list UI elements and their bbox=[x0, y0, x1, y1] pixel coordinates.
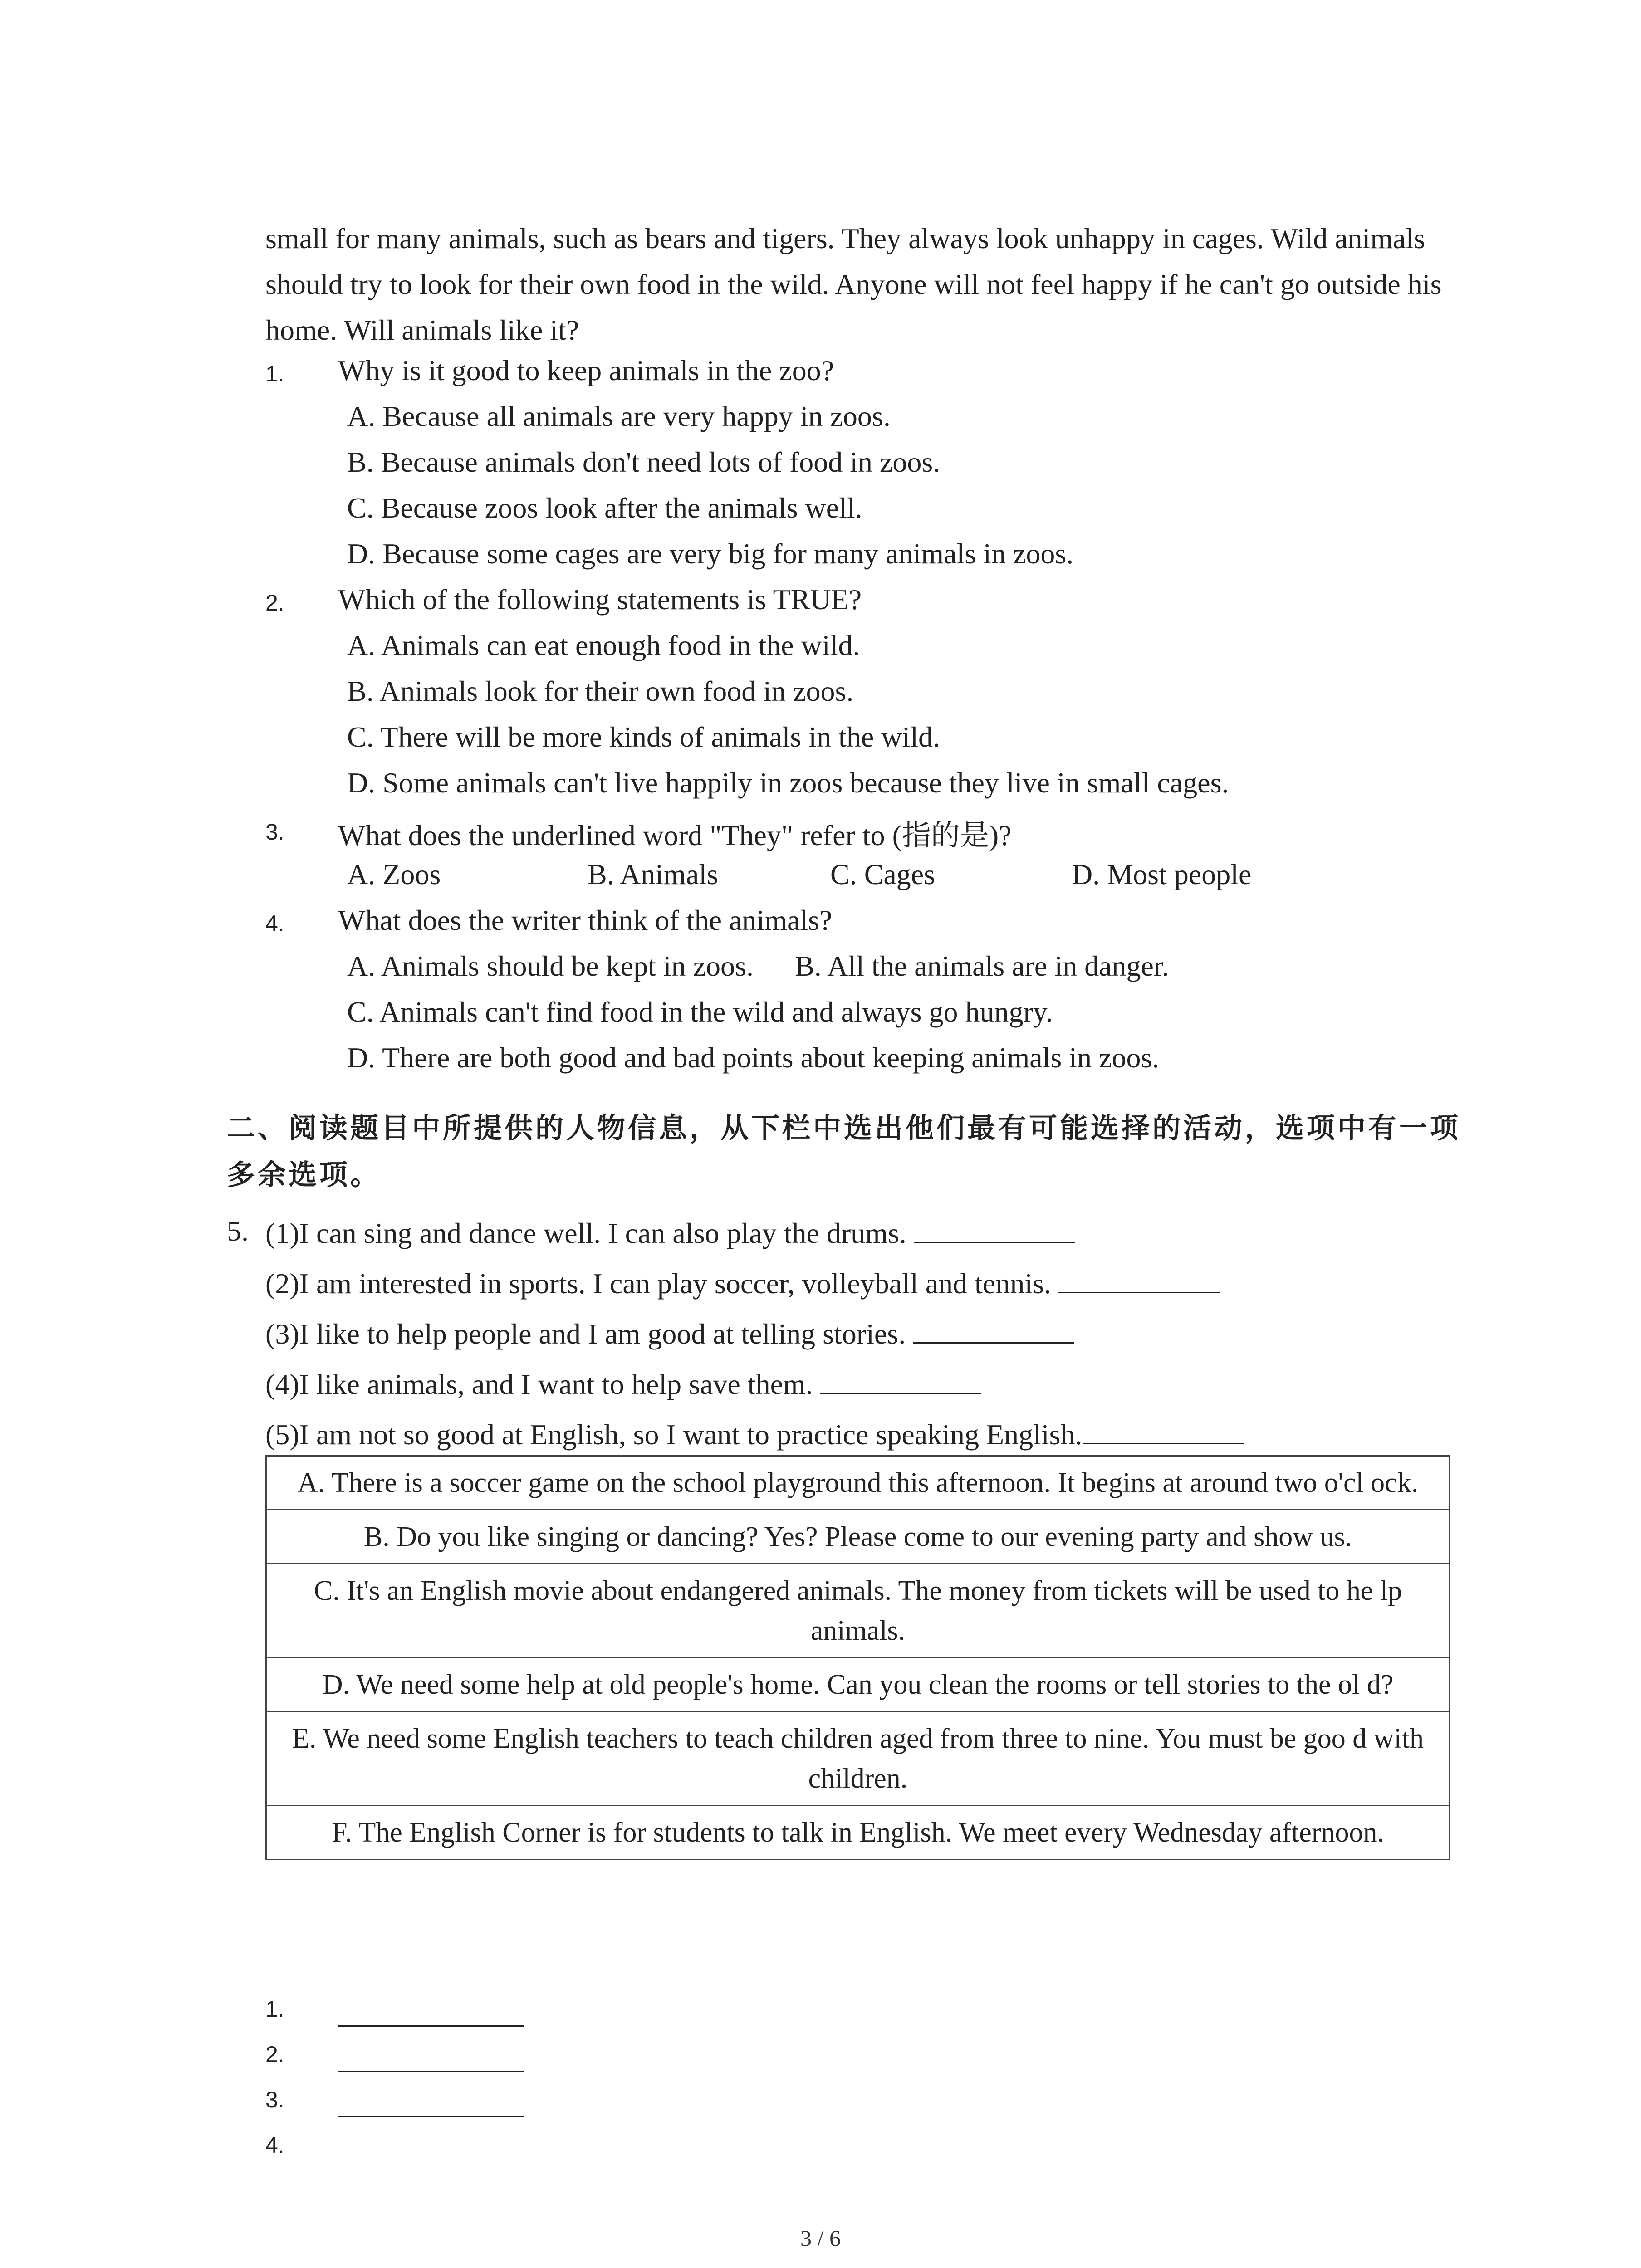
question-5-number: 5. bbox=[227, 1215, 249, 1247]
activity-option-a: A. There is a soccer game on the school playground this afternoon. It begins at around two o'cl ock. bbox=[266, 1456, 1450, 1510]
question-3-number: 3. bbox=[265, 819, 284, 845]
question-4-option-b: B. All the animals are in danger. bbox=[795, 950, 1169, 982]
question-4-option-d: D. There are both good and bad points about keeping animals in zoos. bbox=[347, 1041, 1160, 1074]
question-1-option-a: A. Because all animals are very happy in zoos. bbox=[347, 400, 891, 432]
question-3-text: What does the underlined word "They" refer to (指的是)? bbox=[338, 819, 1012, 851]
question-1-text: Why is it good to keep animals in the zoo? bbox=[338, 354, 834, 386]
answer-3-line[interactable] bbox=[338, 2116, 524, 2117]
question-2-option-d: D. Some animals can't live happily in zoos because they live in small cages. bbox=[347, 767, 1229, 799]
question-3-option-c: C. Cages bbox=[830, 858, 936, 890]
q5-item-2-text: (2)I am interested in sports. I can play soccer, volleyball and tennis. bbox=[265, 1267, 1051, 1300]
question-3-option-d: D. Most people bbox=[1072, 858, 1252, 890]
answer-1-number: 1. bbox=[265, 1996, 284, 2022]
q5-item-3 bbox=[265, 1315, 1074, 1351]
q5-item-4 bbox=[265, 1365, 981, 1401]
q5-item-1 bbox=[265, 1214, 1075, 1250]
answer-1-line[interactable] bbox=[338, 2025, 524, 2027]
passage-end: small for many animals, such as bears and tigers. They always look unhappy in cages. Wild animals should try to look for their own food in the wild. Anyone will not feel happy if he can't go outside his home. Will animals like it? bbox=[265, 222, 1442, 346]
q5-item-3-text: (3)I like to help people and I am good at telling stories. bbox=[265, 1318, 906, 1350]
q5-item-1-text: (1)I can sing and dance well. I can also play the drums. bbox=[265, 1217, 906, 1249]
activity-option-f: F. The English Corner is for students to talk in English. We meet every Wednesday afternoon. bbox=[266, 1806, 1450, 1860]
question-1-option-c: C. Because zoos look after the animals well. bbox=[347, 492, 862, 524]
question-4-number: 4. bbox=[265, 911, 284, 936]
q5-item-4-blank[interactable] bbox=[820, 1365, 981, 1394]
question-3-option-b: B. Animals bbox=[588, 858, 719, 890]
question-2-option-a: A. Animals can eat enough food in the wild. bbox=[347, 629, 860, 661]
answer-4-number: 4. bbox=[265, 2132, 284, 2158]
section-2-heading: 二、阅读题目中所提供的人物信息，从下栏中选出他们最有可能选择的活动，选项中有一项多余选项。 bbox=[227, 1111, 1461, 1191]
q5-item-5 bbox=[265, 1416, 1244, 1452]
q5-item-2-blank[interactable] bbox=[1058, 1265, 1220, 1293]
activity-option-c: C. It's an English movie about endangered animals. The money from tickets will be used to he lp animals. bbox=[266, 1564, 1450, 1658]
q5-item-1-blank[interactable] bbox=[914, 1214, 1075, 1243]
question-2-option-b: B. Animals look for their own food in zoos. bbox=[347, 675, 854, 707]
question-2-option-c: C. There will be more kinds of animals in the wild. bbox=[347, 721, 941, 753]
q5-item-5-blank[interactable] bbox=[1083, 1416, 1244, 1444]
q5-item-3-blank[interactable] bbox=[913, 1315, 1074, 1344]
question-1-option-d: D. Because some cages are very big for many animals in zoos. bbox=[347, 538, 1074, 570]
question-1-number: 1. bbox=[265, 361, 284, 386]
question-2-text: Which of the following statements is TRUE? bbox=[338, 583, 862, 616]
activity-option-d: D. We need some help at old people's home. Can you clean the rooms or tell stories to the ol d? bbox=[266, 1658, 1450, 1712]
answer-3-number: 3. bbox=[265, 2087, 284, 2112]
activity-options-table bbox=[265, 1455, 1450, 1860]
question-1-option-b: B. Because animals don't need lots of food in zoos. bbox=[347, 446, 941, 478]
q5-item-2 bbox=[265, 1265, 1220, 1300]
answer-2-number: 2. bbox=[265, 2042, 284, 2067]
question-2-number: 2. bbox=[265, 590, 284, 616]
activity-option-e: E. We need some English teachers to teach children aged from three to nine. You must be goo d with children. bbox=[266, 1712, 1450, 1806]
question-4-text: What does the writer think of the animals? bbox=[338, 904, 833, 936]
question-4-option-a: A. Animals should be kept in zoos. bbox=[347, 950, 754, 982]
answer-2-line[interactable] bbox=[338, 2071, 524, 2072]
q5-item-5-text: (5)I am not so good at English, so I want to practice speaking English. bbox=[265, 1418, 1083, 1451]
page-number: 3 / 6 bbox=[800, 2225, 841, 2251]
question-4-option-c: C. Animals can't find food in the wild and always go hungry. bbox=[347, 996, 1053, 1028]
question-3-option-a: A. Zoos bbox=[347, 858, 441, 890]
activity-option-b: B. Do you like singing or dancing? Yes? Please come to our evening party and show us. bbox=[266, 1510, 1450, 1564]
q5-item-4-text: (4)I like animals, and I want to help save them. bbox=[265, 1368, 813, 1400]
